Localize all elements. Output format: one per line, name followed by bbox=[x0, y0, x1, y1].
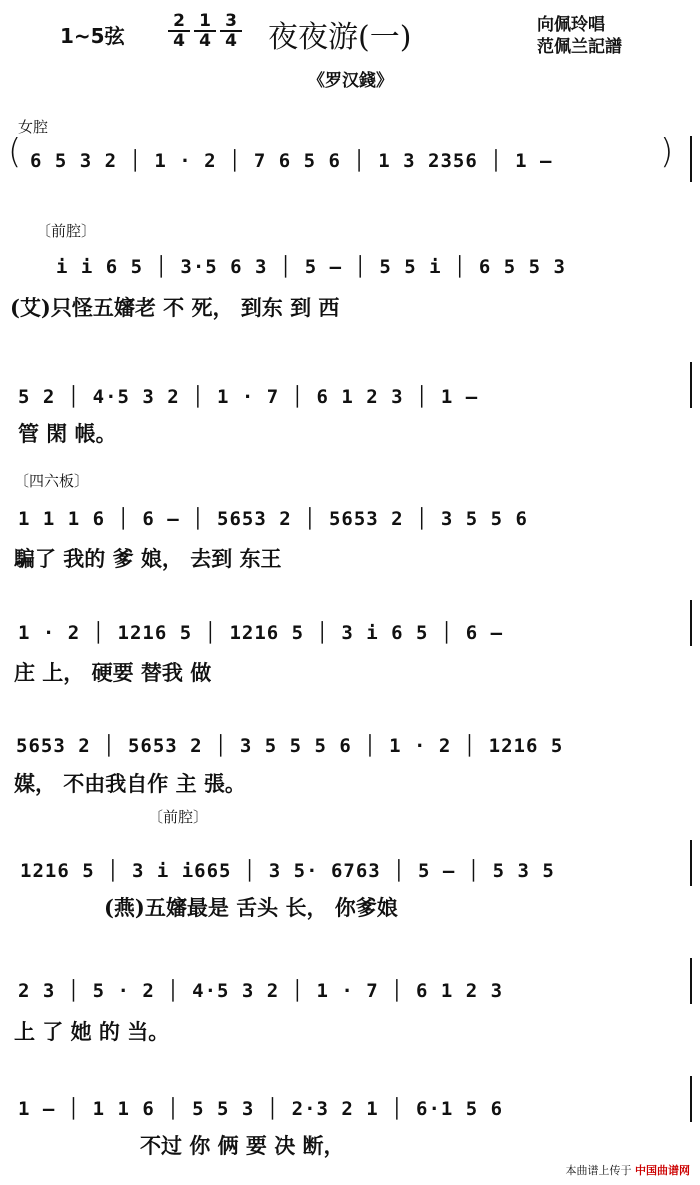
bracket-open: ( bbox=[8, 132, 22, 172]
section-label: 〔前腔〕 bbox=[36, 222, 97, 240]
song-title: 夜夜游(一) bbox=[268, 20, 412, 55]
notation-line: 5 2 │ 4·5 3 2 │ 1 · 7 │ 6 1 2 3 │ 1 – bbox=[18, 386, 479, 408]
end-barline bbox=[690, 136, 692, 182]
notation-line: 2 3 │ 5 · 2 │ 4·5 3 2 │ 1 · 7 │ 6 1 2 3 bbox=[18, 980, 504, 1002]
time-signature-1: $\frac{2}{4}$ bbox=[168, 12, 190, 50]
lyrics-line: 管 閑 帳。 bbox=[18, 421, 117, 446]
upload-text: 本曲谱上传于 bbox=[565, 1164, 632, 1177]
key-signature: 1~5弦 bbox=[60, 24, 125, 48]
notation-line: 5653 2 │ 5653 2 │ 3 5 5 5 6 │ 1 · 2 │ 1216 5 bbox=[16, 735, 564, 757]
notation-line: 1 – │ 1 1 6 │ 5 5 3 │ 2·3 2 1 │ 6·1 5 6 bbox=[18, 1098, 504, 1120]
end-barline bbox=[690, 600, 692, 646]
site-logo-text[interactable]: 中国曲谱网 bbox=[635, 1164, 690, 1177]
end-barline bbox=[690, 362, 692, 408]
voice-label: 女腔 bbox=[18, 118, 49, 136]
notation-line: 1 · 2 │ 1216 5 │ 1216 5 │ 3 i 6 5 │ 6 – bbox=[18, 622, 504, 644]
lyrics-line: 上 了 她 的 当。 bbox=[14, 1019, 170, 1044]
lyrics-line: 不过 你 俩 要 决 断， bbox=[140, 1133, 345, 1158]
upload-notice bbox=[566, 1162, 691, 1178]
notation-line: 1 1 1 6 │ 6 – │ 5653 2 │ 5653 2 │ 3 5 5 6 bbox=[18, 508, 528, 530]
notation-line: i i 6 5 │ 3·5 6 3 │ 5 – │ 5 5 i │ 6 5 5 3 bbox=[56, 256, 566, 278]
lyrics-line: (艾)只怪五嬸老 不 死， 到东 到 西 bbox=[10, 295, 340, 320]
section-label: 〔前腔〕 bbox=[148, 808, 209, 826]
time-signature-3: $\frac{3}{4}$ bbox=[220, 12, 242, 50]
bracket-close: ) bbox=[660, 132, 674, 172]
lyrics-line: 騙了 我的 爹 娘， 去到 东王 bbox=[14, 546, 282, 571]
end-barline bbox=[690, 1076, 692, 1122]
lyrics-line: (燕)五嬸最是 舌头 长， 你爹娘 bbox=[104, 895, 398, 920]
transcriber-credit: 范佩兰記譜 bbox=[537, 37, 622, 57]
time-signature-2: $\frac{1}{4}$ bbox=[194, 12, 216, 50]
lyrics-line: 庄 上， 硬要 替我 做 bbox=[14, 660, 212, 685]
end-barline bbox=[690, 958, 692, 1004]
lyrics-line: 媒， 不由我自作 主 張。 bbox=[14, 771, 246, 796]
end-barline bbox=[690, 840, 692, 886]
notation-line: 6 5 3 2 │ 1 · 2 │ 7 6 5 6 │ 1 3 2356 │ 1 – bbox=[30, 150, 553, 172]
section-label: 〔四六板〕 bbox=[14, 472, 90, 490]
opera-subtitle: 《罗汉錢》 bbox=[308, 71, 393, 91]
notation-line: 1216 5 │ 3 i i665 │ 3 5· 6763 │ 5 – │ 5 3 5 bbox=[20, 860, 555, 882]
singer-credit: 向佩玲唱 bbox=[537, 15, 605, 35]
